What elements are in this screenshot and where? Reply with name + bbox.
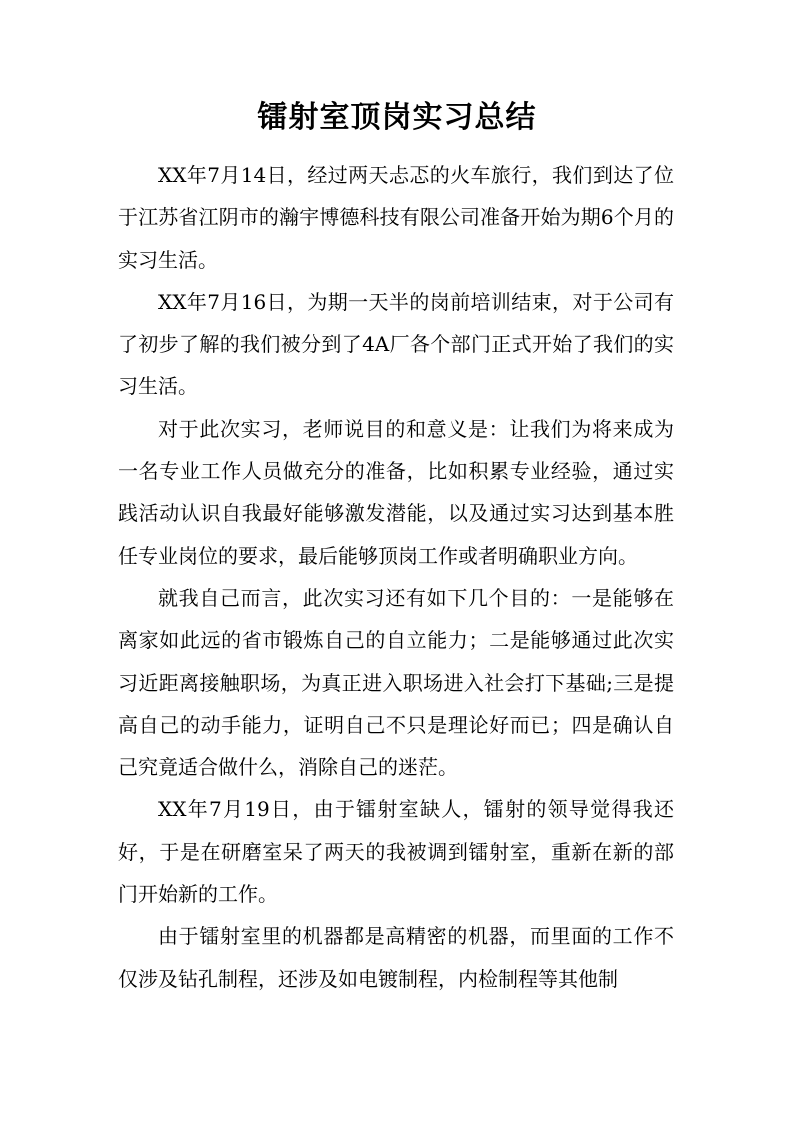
paragraph-4: 就我自己而言，此次实习还有如下几个目的：一是能够在离家如此远的省市锻炼自己的自立能力；二是能够通过此次实习近距离接触职场，为真正进入职场进入社会打下基础;三是提高自己的动手能力，证明自己不只是理论好而已；四是确认自己究竟适合做什么，消除自己的迷茫。 [118, 585, 674, 780]
paragraph-5: XX年7月19日，由于镭射室缺人，镭射的领导觉得我还好，于是在研磨室呆了两天的我被调到镭射室，重新在新的部门开始新的工作。 [118, 797, 674, 907]
paragraph-3: 对于此次实习，老师说目的和意义是：让我们为将来成为一名专业工作人员做充分的准备，比如积累专业经验，通过实践活动认识自我最好能够激发潜能，以及通过实习达到基本胜任专业岗位的要求，最后能够顶岗工作或者明确职业方向。 [118, 416, 674, 568]
document-title: 镭射室顶岗实习总结 [257, 100, 537, 135]
paragraph-6: 由于镭射室里的机器都是高精密的机器，而里面的工作不仅涉及钻孔制程，还涉及如电镀制程，内检制程等其他制 [118, 924, 674, 991]
paragraph-1: XX年7月14日，经过两天忐忑的火车旅行，我们到达了位于江苏省江阴市的瀚宇博德科技有限公司准备开始为期6个月的实习生活。 [118, 163, 674, 272]
paragraph-2: XX年7月16日，为期一天半的岗前培训结束，对于公司有了初步了解的我们被分到了4A厂各个部门正式开始了我们的实习生活。 [118, 289, 674, 399]
document-body [118, 154, 674, 1000]
